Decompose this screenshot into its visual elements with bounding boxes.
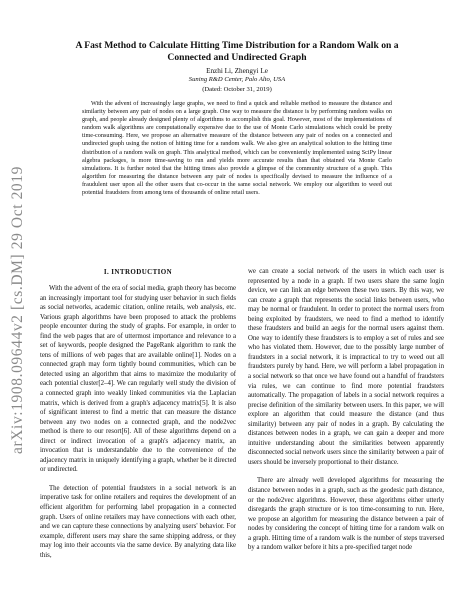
intro-paragraph-1: With the advent of the era of social media, graph theory has become an increasingly important tool for studying user behavior in such fields as social networks, academic citation, online retails, web analysis, etc. Various graph algorithms have been proposed to attack the problems people encounter during the study of graphs. For example, in order to find the web pages that are of uttermost importance and relevance to a set of keywords, people designed the PageRank algorithm to rank the tens of millions of web pages that are available online[1]. Nodes on a connected graph may form tightly bound communities, which can be detected using an algorithm that aims to maximize the modularity of each potential cluster[2–4]. We can regularly well study the division of a connected graph into weakly linked communities via the Laplacian matrix, which is derived from a graph's adjacency matrix[5]. It is also of significant interest to find a metric that can measure the distance between any two nodes on a connected graph, and the node2vec method is there to our resort[6]. All of these algorithms depend on a direct or indirect invocation of a graph's adjacency matrix, an invocation that is understandable due to the convenience of the adjacency matrix in uniquely identifying a graph, whether be it directed or undirected.: [40, 285, 236, 474]
intro-paragraph-2-continued: we can create a social network of the users in which each user is represented by a node in a graph. If two users share the same login device, we can link an edge between these two users. By this way, we can create a graph that represents the social links between users, who may be normal or fraudulent. In order to protect the normal users from being exploited by fraudsters, we need to find a method to identify these fraudsters and build an aegis for the normal users against them. One way to identify these fraudsters is to employ a set of rules and see who has violated them. However, due to the possibly large number of fraudsters in a social network, it is impractical to try to weed out all fraudsters purely by hand. Here, we will perform a label propagation in a social network so that once we have found out a handful of fraudsters via rules, we can continue to find more potential fraudsters automatically. The propagation of labels in a social network requires a precise definition of the similarity between users. In this paper, we will explore an algorithm that could measure the distance (and thus similarity) between any pair of nodes in a graph. By calculating the distances between nodes in a graph, we can gain a deeper and more intuitive understanding about the similarities between apparently disconnected social network users since the similarity between a pair of users should be inversely proportional to their distance.: [248, 268, 444, 466]
authors: Enzhi Li, Zhengyi Le: [206, 67, 268, 75]
right-column: [248, 267, 444, 553]
paper-title: [50, 40, 424, 63]
arxiv-stamp: [8, 150, 28, 470]
intro-paragraph-2: The detection of potential fraudsters in a social network is an imperative task for online retailers and requires the development of an efficient algorithm for performing label propagation in a connected graph. Users of online retailers may have connections with each other, and we can capture these connections by analyzing users' behavior. For example, different users may share the same shipping address, or they may log into their accounts via the same device. By analyzing data like this,: [40, 484, 236, 559]
date-line: (Dated: October 31, 2019): [202, 86, 272, 93]
title-line-1: A Fast Method to Calculate Hitting Time Distribution for a Random Walk on a: [75, 40, 399, 51]
intro-paragraph-3: There are already well developed algorithms for measuring the distance between nodes in a graph, such as the geodesic path distance, or the node2vec algorithms. However, these algorithms either utterly disregards the graph structure or is too time-consuming to run. Here, we propose an algorithm for measuring the distance between a pair of nodes by considering the concept of hitting time for a random walk on a graph. Hitting time of a random walk is the number of steps traversed by a random walker before it hits a pre-specified target node: [248, 477, 444, 552]
arxiv-stamp-text: arXiv:1908.09644v2 [cs.DM] 29 Oct 2019: [9, 166, 26, 454]
abstract: With the advent of increasingly large graphs, we need to find a quick and reliable method to measure the distance and similarity between any pair of nodes on a large graph. One way to measure the distance is by performing random walks on graph, and people already designed plenty of algorithms to accomplish this goal. However, most of the implementations of random walk algorithms are computationally expensive due to the use of Monte Carlo simulations which could be pretty time-consuming. Here, we propose an alternative measure of the distance between any pair of nodes on a connected and undirected graph using the notion of hitting time for a random walk. We also give an analytical solution to the hitting time distribution of a random walk on graph. This analytical method, which can be conveniently implemented using SciPy linear algebra packages, is more time-saving to run and yields more accurate results than that obtained via Monte Carlo simulations. It is further noted that the hitting times also provide a glimpse of the community structure of a graph. This algorithm for measuring the distance between any pair of nodes is specifically devised to measure the influence of a fraudulent user upon all the other users that co-occur in the same social network. We employ our algorithm to weed out potential fraudsters from among tens of thousands of online retail users.: [82, 100, 392, 197]
left-column: [40, 284, 236, 560]
affiliation: Suning R&D Center, Palo Alto, USA: [188, 76, 286, 83]
title-line-2: Connected and Undirected Graph: [167, 51, 307, 63]
section-heading-introduction: I. INTRODUCTION: [103, 268, 173, 276]
